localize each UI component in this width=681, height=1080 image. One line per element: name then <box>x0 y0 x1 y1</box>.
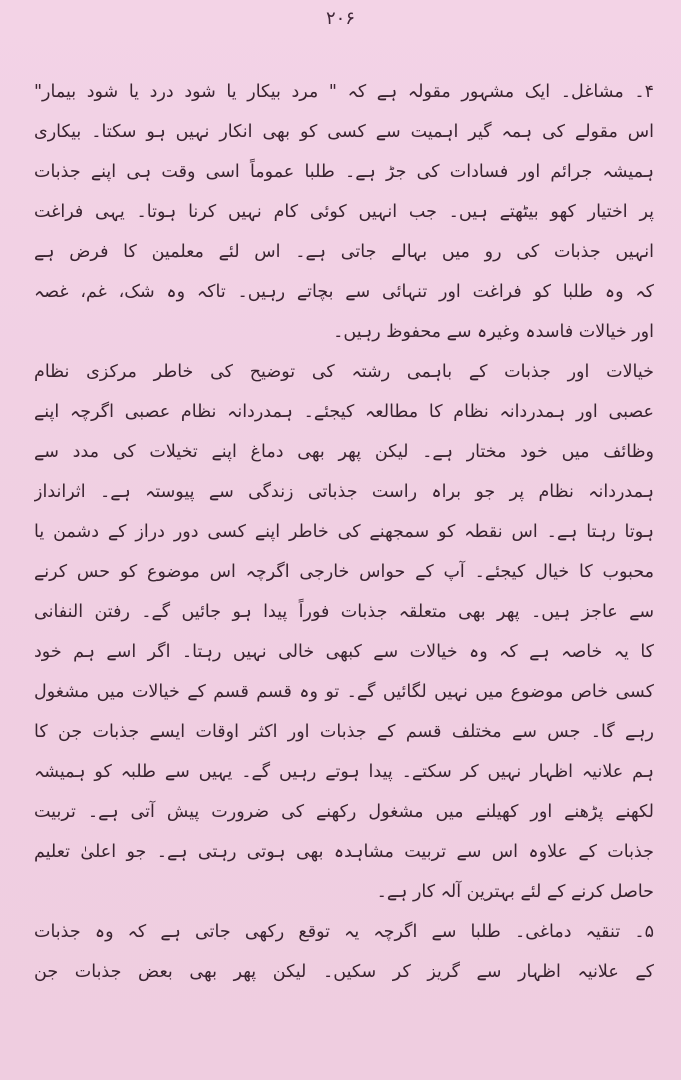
text-line: انہیں جذبات کی رو میں بہالے جاتی ہے۔ اس لئے معلمین کا فرض ہے <box>34 242 654 262</box>
text-line: پر اختیار کھو بیٹھتے ہیں۔ جب انہیں کوئی کام نہیں کرنا ہوتا۔ یہی فراغت <box>34 202 654 222</box>
text-line: ہم علانیہ اظہار نہیں کر سکتے۔ پیدا ہوتے رہیں گے۔ یہیں سے طلبہ کو ہمیشہ <box>34 762 654 782</box>
page-text <box>34 72 654 992</box>
text-line: کسی خاص موضوع میں نہیں لگائیں گے۔ تو وہ قسم قسم کے خیالات میں مشغول <box>34 682 654 702</box>
text-line: ہمیشہ جرائم اور فسادات کی جڑ ہے۔ طلبا عموماً اسی وقت ہی اپنے جذبات <box>34 162 654 182</box>
page-number: ۲۰۶ <box>325 8 355 29</box>
text-line: سے عاجز ہیں۔ پھر بھی متعلقہ جذبات فوراً پیدا ہو جائیں گے۔ رفتن النفانی <box>34 602 654 622</box>
text-line: ۵۔ تنقیہ دماغی۔ طلبا سے اگرچہ یہ توقع رکھی جاتی ہے کہ وہ جذبات <box>34 922 654 942</box>
text-line: محبوب کا خیال کیجئے۔ آپ کے حواس خارجی اگرچہ اس موضوع کو حس کرنے <box>34 562 654 582</box>
text-line: خیالات اور جذبات کے باہمی رشتہ کی توضیح کی خاطر مرکزی نظام <box>34 362 654 382</box>
text-line: ۴۔ مشاغل۔ ایک مشہور مقولہ ہے کہ " مرد بیکار یا شود درد یا شود بیمار" <box>34 82 654 102</box>
text-line: حاصل کرنے کے لئے بہترین آلہ کار ہے۔ <box>376 882 654 902</box>
text-line: ہمدردانہ نظام پر جو براہ راست جذباتی زندگی سے پیوستہ ہے۔ اثرانداز <box>34 482 654 502</box>
text-line: اور خیالات فاسدہ وغیرہ سے محفوظ رہیں۔ <box>333 322 654 342</box>
text-line: جذبات کے علاوہ اس سے تربیت مشاہدہ بھی ہوتی رہتی ہے۔ جو اعلیٰ تعلیم <box>34 842 654 862</box>
text-line: اس مقولے کی ہمہ گیر اہمیت سے کسی کو بھی انکار نہیں ہو سکتا۔ بیکاری <box>34 122 654 142</box>
text-line: کہ وہ طلبا کو فراغت اور تنہائی سے بچاتے رہیں۔ تاکہ وہ شک، غم، غصہ <box>34 282 654 302</box>
text-line: کا یہ خاصہ ہے کہ وہ خیالات سے کبھی خالی نہیں رہتا۔ اگر اسے ہم خود <box>34 642 654 662</box>
text-line: رہے گا۔ جس سے مختلف قسم کے جذبات اور اکثر اوقات ایسے جذبات جن کا <box>34 722 654 742</box>
text-line: وظائف میں خود مختار ہے۔ لیکن پھر بھی دماغ اپنے تخیلات کی مدد سے <box>34 442 654 462</box>
text-line: ہوتا رہتا ہے۔ اس نقطہ کو سمجھنے کی خاطر اپنے کسی دور دراز کے دشمن یا <box>34 522 654 542</box>
text-line: لکھنے پڑھنے اور کھیلنے میں مشغول رکھنے کی ضرورت پیش آتی ہے۔ تربیت <box>34 802 654 822</box>
text-line: کے علانیہ اظہار سے گریز کر سکیں۔ لیکن پھر بھی بعض جذبات جن <box>34 962 654 982</box>
text-line: عصبی اور ہمدردانہ نظام کا مطالعہ کیجئے۔ ہمدردانہ نظام عصبی اگرچہ اپنے <box>34 402 654 422</box>
